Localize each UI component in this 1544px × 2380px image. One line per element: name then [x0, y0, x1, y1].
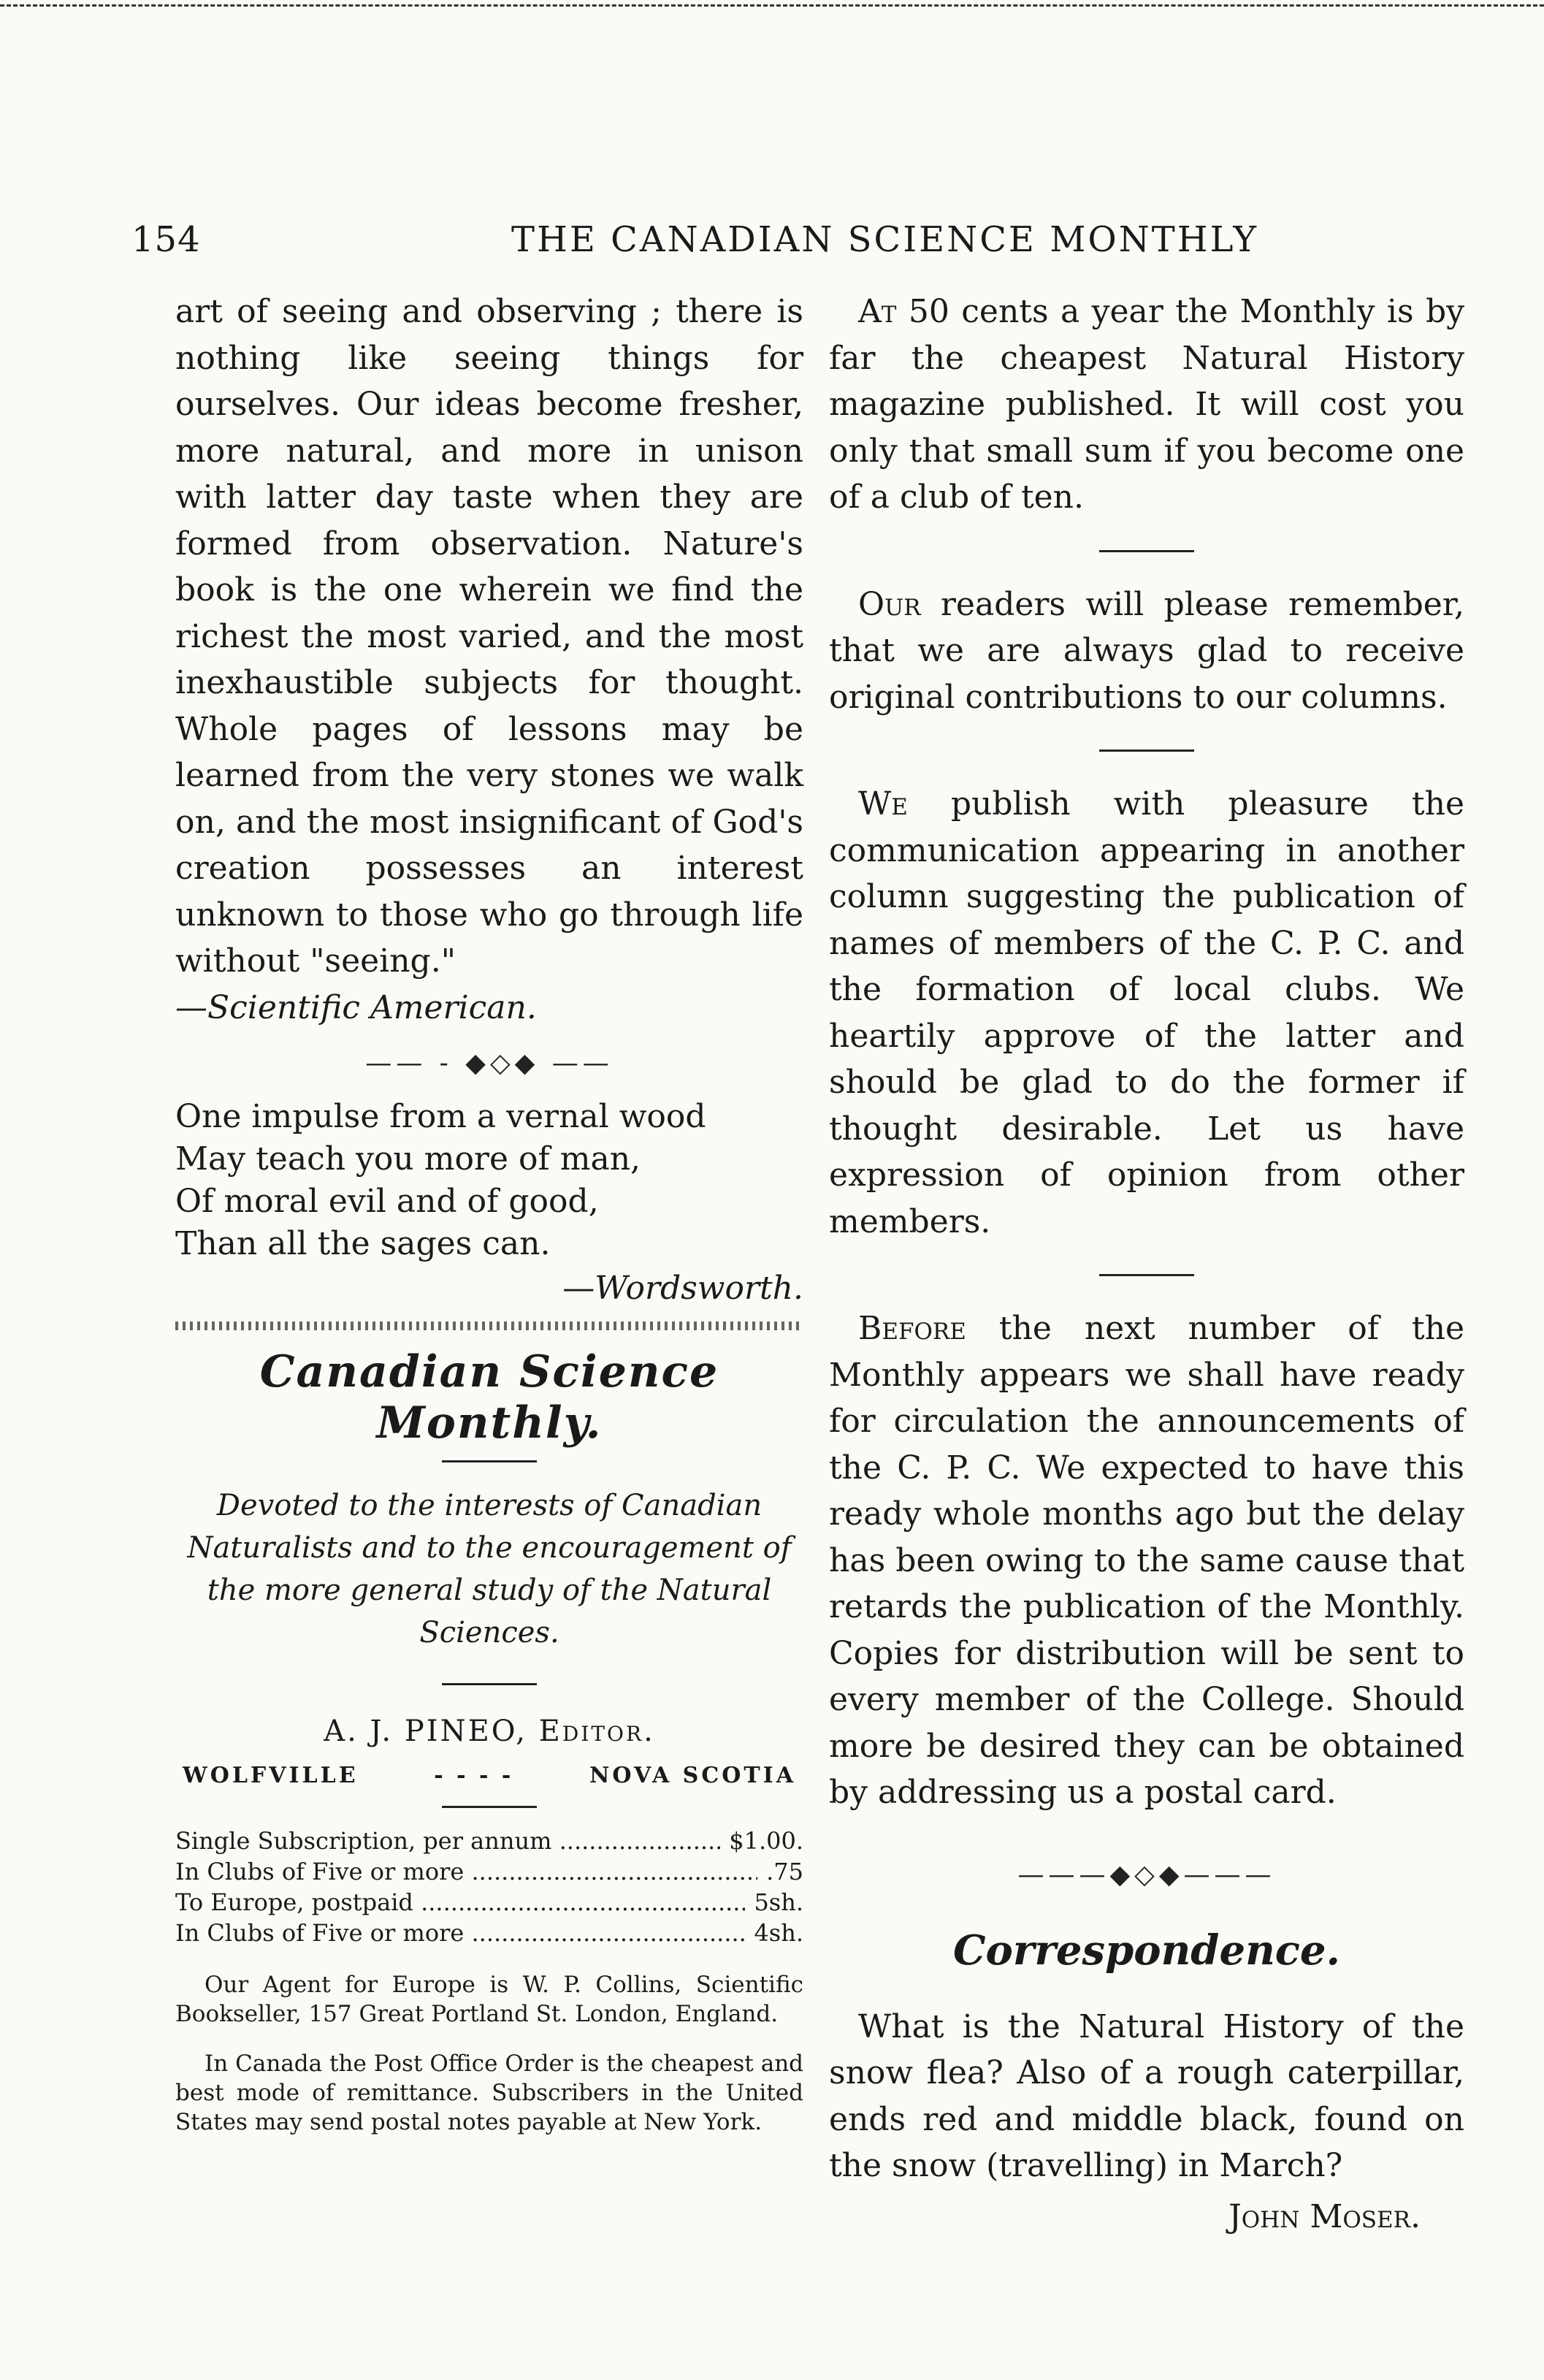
- rate-label: Single Subscription, per annum .....: [175, 1826, 720, 1856]
- notice-text: publish with pleasure the communication appearing in another column suggesting the publication of names of members of the C. P. C. and the formation of local clubs. We heartily approve of the latter and should be glad to do the former if thought desirable. Let us have expression of opinion from other members.: [829, 785, 1464, 1240]
- poem-source: —Wordsworth.: [562, 1269, 803, 1307]
- rate-label: To Europe, postpaid .....: [175, 1887, 745, 1918]
- notice-text: the next number of the Monthly appears we shall have ready for circulation the announcements of the C. P. C. We expected to have this ready whole months ago but the delay has been owing to the same cause that retards the publication of the Monthly. Copies for distribution will be sent to every member of the College. Should more be desired they can be obtained by addressing us a postal card.: [829, 1310, 1464, 1811]
- place-dashes: - - - -: [434, 1762, 514, 1788]
- divider-rule: [442, 1683, 537, 1685]
- editor-line: [175, 1715, 803, 1748]
- page-header: [131, 212, 1446, 270]
- masthead-border: [175, 1321, 803, 1330]
- agent-note: Our Agent for Europe is W. P. Collins, Scientific Bookseller, 157 Great Portland St. London, England.: [175, 1971, 803, 2027]
- notice-text: 50 cents a year the Monthly is by far the cheapest Natural History magazine published. It will cost you only that small sum if you become one of a club of ten.: [829, 293, 1464, 516]
- place-town: WOLFVILLE: [183, 1762, 359, 1788]
- poem-line: Than all the sages can.: [175, 1224, 551, 1262]
- correspondence-heading: Correspondence.: [952, 1926, 1341, 1975]
- rate-row: [175, 1826, 803, 1856]
- lead-word: Our: [858, 585, 921, 623]
- rate-row: [175, 1887, 803, 1918]
- lead-word: At: [858, 293, 897, 330]
- notice-announcements: [829, 1305, 1464, 1816]
- running-title: THE CANADIAN SCIENCE MONTHLY: [511, 219, 1259, 260]
- poem-line: May teach you more of man,: [175, 1140, 641, 1178]
- lead-word: Before: [858, 1310, 966, 1347]
- rate-value: $1.00.: [729, 1826, 803, 1855]
- article-source: —Scientific American.: [175, 988, 537, 1026]
- right-column: [829, 289, 1464, 2240]
- correspondence-letter: What is the Natural History of the snow flea? Also of a rough caterpillar, ends red and middle black, found on the snow (travelling) in March?: [829, 2007, 1464, 2184]
- notice-price: [829, 289, 1464, 521]
- divider-rule: [442, 1806, 537, 1808]
- masthead-title: Canadian Science Monthly.: [259, 1346, 719, 1449]
- rate-label: In Clubs of Five or more .....: [175, 1856, 757, 1887]
- divider-rule: [1099, 550, 1194, 552]
- place-province: NOVA SCOTIA: [589, 1762, 796, 1788]
- rate-value: .75: [766, 1857, 803, 1885]
- top-rule: [0, 4, 1544, 7]
- poem: [175, 1096, 803, 1265]
- divider-rule: [1099, 750, 1194, 752]
- letter-signature: John Moser.: [1228, 2197, 1421, 2235]
- rate-value: 4sh.: [754, 1918, 803, 1947]
- masthead-motto: Devoted to the interests of Canadian Naturalists and to the encouragement of the more general study of the Natural Sciences.: [187, 1488, 792, 1649]
- page-number: 154: [131, 219, 201, 260]
- editor-role: Editor.: [538, 1714, 655, 1748]
- rate-label: In Clubs of Five or more .....: [175, 1918, 745, 1948]
- notice-clubs: [829, 781, 1464, 1245]
- ornament-divider: ———◆◇◆———: [1017, 1859, 1276, 1890]
- remittance-note: In Canada the Post Office Order is the cheapest and best mode of remittance. Subscribers in the United States may send postal notes payable at New York.: [175, 2050, 803, 2135]
- notice-text: readers will please remember, that we are always glad to receive original contributions to our columns.: [829, 585, 1464, 716]
- lead-word: We: [858, 785, 908, 823]
- ornament-divider: —— - ◆◇◆ ——: [365, 1048, 614, 1078]
- place-line: [183, 1763, 796, 1788]
- divider-rule: [1099, 1274, 1194, 1276]
- article-continuation: art of seeing and observing ; there is nothing like seeing things for ourselves. Our ideas become fresher, more natural, and more in unison with latter day taste when they are formed from observation. Nature's book is the one wherein we find the richest the most varied, and the most inexhaustible subjects for thought. Whole pages of lessons may be learned from the very stones we walk on, and the most insignificant of God's creation possesses an interest unknown to those who go through life without "seeing.": [175, 293, 803, 980]
- subscription-rates: [175, 1826, 803, 1948]
- left-column: [175, 289, 803, 2157]
- poem-line: Of moral evil and of good,: [175, 1182, 599, 1220]
- rate-value: 5sh.: [754, 1888, 803, 1916]
- rate-row: [175, 1856, 803, 1887]
- poem-line: One impulse from a vernal wood: [175, 1097, 706, 1135]
- editor-name: A. J. PINEO,: [324, 1714, 527, 1748]
- masthead-rule: [442, 1460, 537, 1462]
- rate-row: [175, 1918, 803, 1948]
- notice-contributions: [829, 581, 1464, 721]
